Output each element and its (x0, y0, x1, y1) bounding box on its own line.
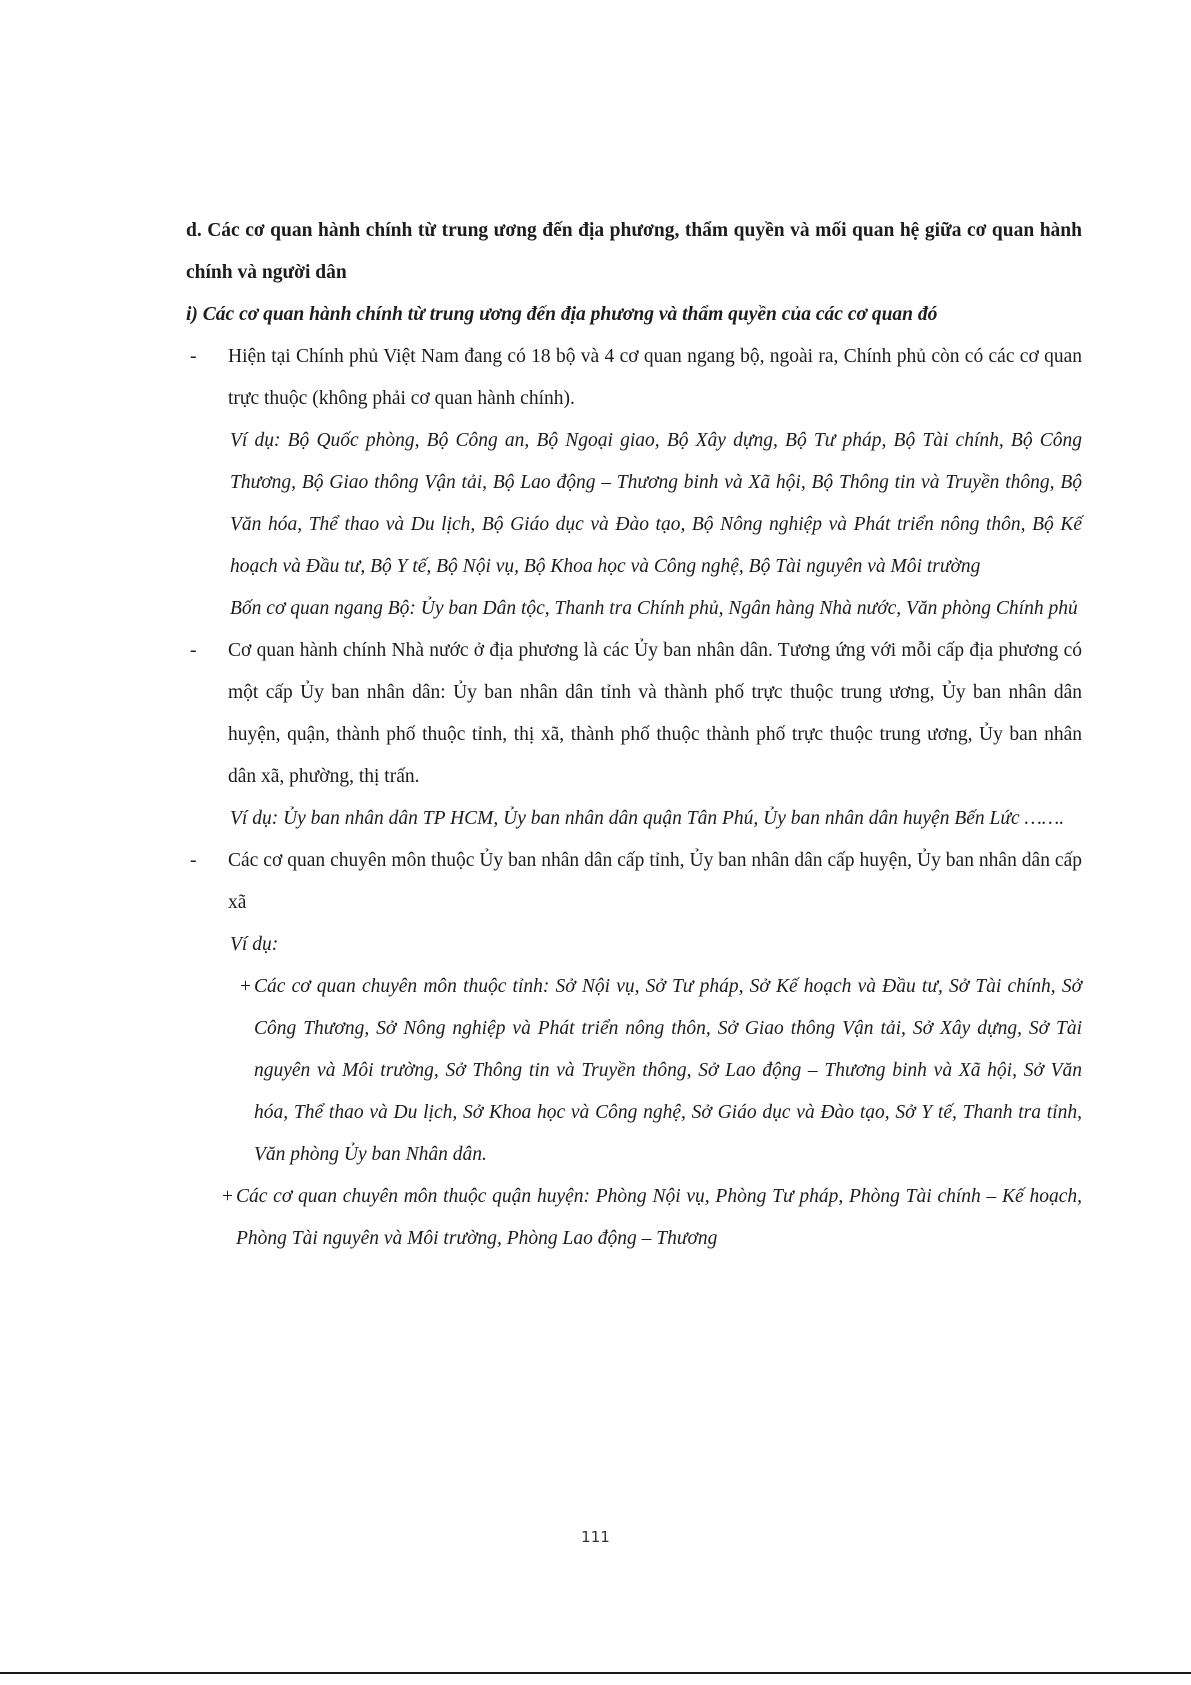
page-content (186, 210, 1082, 1260)
plus-marker: + (240, 976, 251, 997)
dash-marker: - (190, 346, 197, 367)
sub-list-item (186, 966, 1082, 1176)
dash-marker: - (190, 850, 197, 871)
bullet-item (186, 336, 1082, 420)
bottom-border (0, 1672, 1191, 1674)
section-heading: d. Các cơ quan hành chính từ trung ương đến địa phương, thẩm quyền và mối quan hệ giữa cơ quan hành chính và người dân (186, 220, 1082, 283)
bullet-text: Hiện tại Chính phủ Việt Nam đang có 18 bộ và 4 cơ quan ngang bộ, ngoài ra, Chính phủ còn có các cơ quan trực thuộc (không phải cơ quan hành chính). (228, 346, 1082, 409)
subsection-heading: i) Các cơ quan hành chính từ trung ương đến địa phương và thẩm quyền của các cơ quan đó (186, 304, 938, 325)
bullet-item (186, 840, 1082, 924)
bullet-item (186, 630, 1082, 798)
example-paragraph: Ví dụ: Bộ Quốc phòng, Bộ Công an, Bộ Ngoại giao, Bộ Xây dựng, Bộ Tư pháp, Bộ Tài chính, Bộ Công Thương, Bộ Giao thông Vận tải, Bộ Lao động – Thương binh và Xã hội, Bộ Thông tin và Truyền thông, Bộ Văn hóa, Thể thao và Du lịch, Bộ Giáo dục và Đào tạo, Bộ Nông nghiệp và Phát triển nông thôn, Bộ Kế hoạch và Đầu tư, Bộ Y tế, Bộ Nội vụ, Bộ Khoa học và Công nghệ, Bộ Tài nguyên và Môi trường (230, 430, 1082, 577)
example-paragraph: Ví dụ: Ủy ban nhân dân TP HCM, Ủy ban nhân dân quận Tân Phú, Ủy ban nhân dân huyện Bến Lức ……. (230, 808, 1065, 829)
sub-list-item (186, 1176, 1082, 1260)
sub-list-text: Các cơ quan chuyên môn thuộc tỉnh: Sở Nội vụ, Sở Tư pháp, Sở Kế hoạch và Đầu tư, Sở Tài chính, Sở Công Thương, Sở Nông nghiệp và Phát triển nông thôn, Sở Giao thông Vận tải, Sở Xây dựng, Sở Tài nguyên và Môi trường, Sở Thông tin và Truyền thông, Sở Lao động – Thương binh và Xã hội, Sở Văn hóa, Thể thao và Du lịch, Sở Khoa học và Công nghệ, Sở Giáo dục và Đào tạo, Sở Y tế, Thanh tra tỉnh, Văn phòng Ủy ban Nhân dân. (254, 976, 1082, 1165)
plus-marker: + (222, 1186, 233, 1207)
dash-marker: - (190, 640, 197, 661)
page-number: 111 (581, 1528, 610, 1546)
example-paragraph: Bốn cơ quan ngang Bộ: Ủy ban Dân tộc, Thanh tra Chính phủ, Ngân hàng Nhà nước, Văn phòng Chính phủ (230, 598, 1078, 619)
bullet-text: Cơ quan hành chính Nhà nước ở địa phương là các Ủy ban nhân dân. Tương ứng với mỗi cấp địa phương có một cấp Ủy ban nhân dân: Ủy ban nhân dân tỉnh và thành phố trực thuộc trung ương, Ủy ban nhân dân huyện, quận, thành phố thuộc tỉnh, thị xã, thành phố thuộc thành phố trực thuộc trung ương, Ủy ban nhân dân xã, phường, thị trấn. (228, 640, 1082, 787)
bullet-text: Các cơ quan chuyên môn thuộc Ủy ban nhân dân cấp tỉnh, Ủy ban nhân dân cấp huyện, Ủy ban nhân dân cấp xã (228, 850, 1082, 913)
example-label: Ví dụ: (230, 934, 279, 955)
sub-list-text: Các cơ quan chuyên môn thuộc quận huyện: Phòng Nội vụ, Phòng Tư pháp, Phòng Tài chính – Kế hoạch, Phòng Tài nguyên và Môi trường, Phòng Lao động – Thương (236, 1186, 1082, 1249)
